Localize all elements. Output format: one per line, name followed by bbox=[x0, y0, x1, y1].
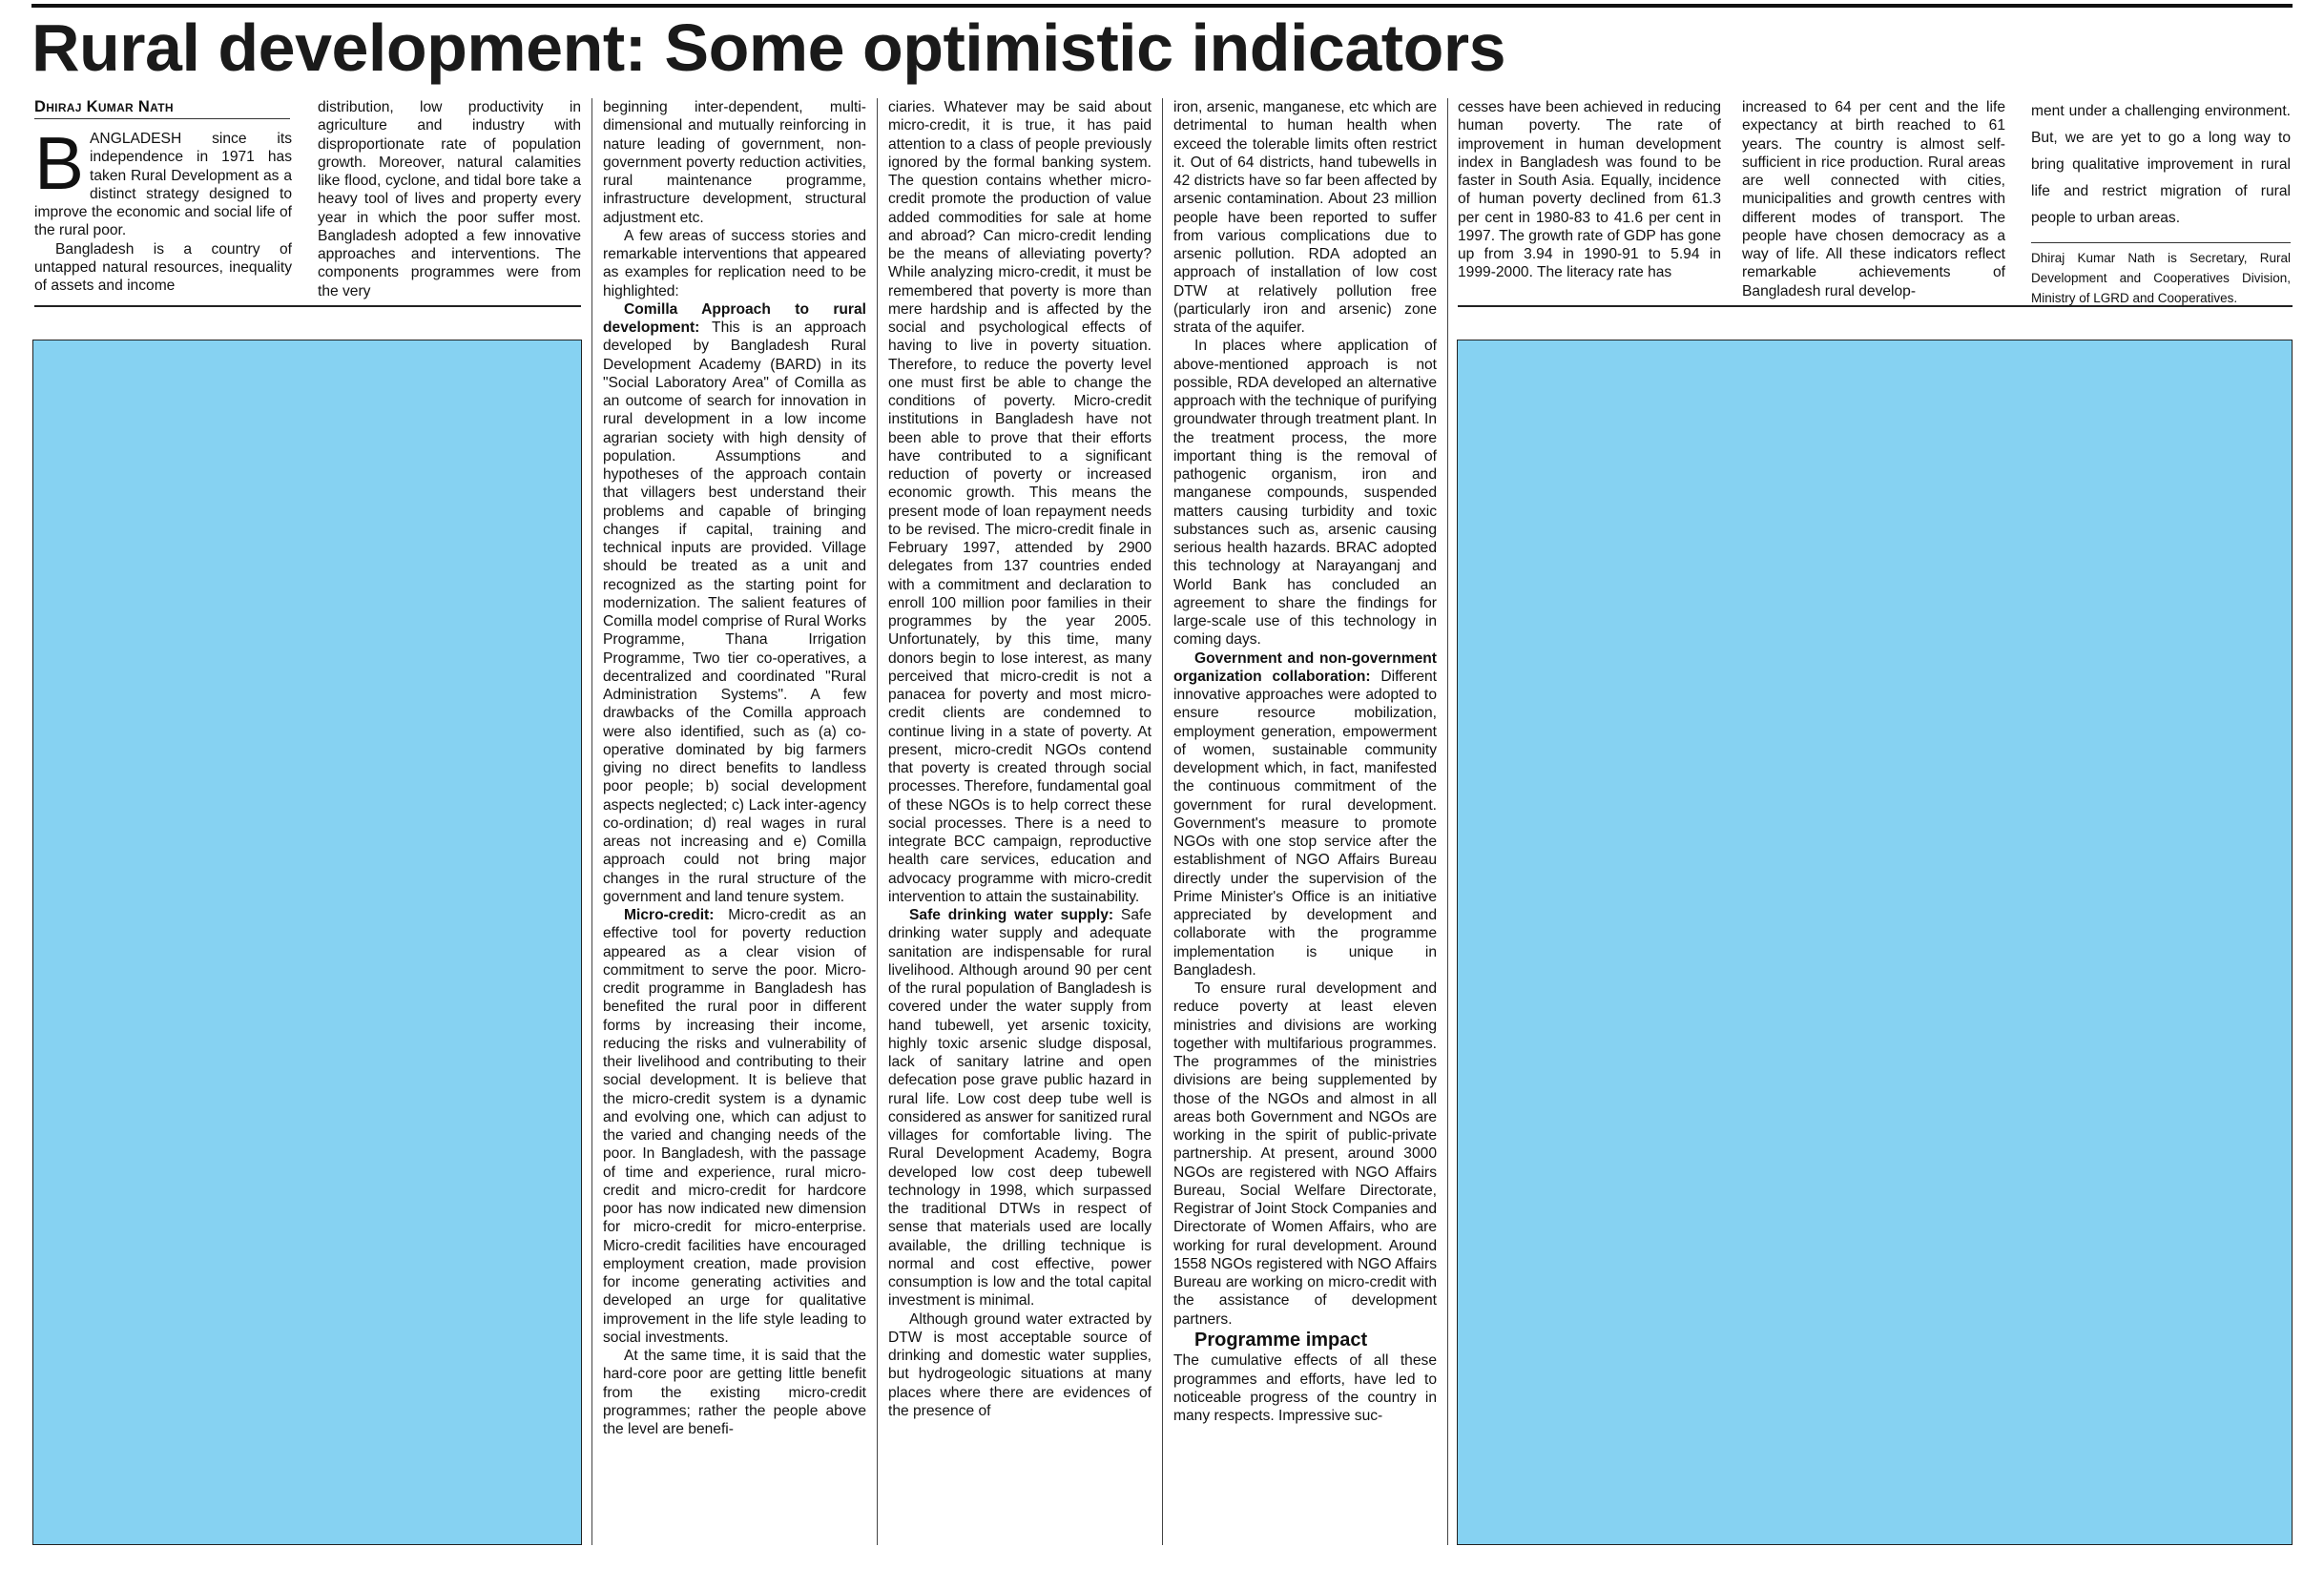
paragraph: cesses have been achieved in reducing human poverty. The rate of improvement in human development index in Bangladesh was found to be faster in South Asia. Equally, incidence of human poverty declined from 61.3 per cent in 1980-83 to 41.6 per cent in 1997. The growth rate of GDP has gone up from 3.94 in 1990-91 to 5.94 in 1999-2000. The literacy rate has bbox=[1458, 99, 1721, 281]
paragraph: increased to 64 per cent and the life expectancy at birth reached to 61 years. The country is almost self-sufficient in rice production. Rural areas are well connected with cities, municipalities and growth centres with different modes of transport. The people have chosen democracy as a way of life. All these indicators reflect remarkable achievements of Bangladesh rural develop- bbox=[1742, 99, 2005, 299]
column-rule bbox=[591, 98, 592, 1545]
paragraph: Government and non-government organization collaboration: Different innovative approaches were adopted to ensure resource mobilization, employment generation, empowerment of women, sustainable community development which, in fact, manifested the continuous commitment of the government for rural development. Government's measure to promote NGOs with one stop service after the establishment of NGO Affairs Bureau directly under the supervision of the Prime Minister's Office is an initiative appreciated by development and collaborate with the programme implementation is unique in Bangladesh. bbox=[1173, 650, 1438, 979]
column-7 bbox=[1742, 98, 2005, 300]
column-5 bbox=[1173, 98, 1437, 1425]
column-rule bbox=[1162, 98, 1163, 1545]
column-6 bbox=[1458, 98, 1721, 282]
subheading: Programme impact bbox=[1194, 1329, 1368, 1351]
column-rule bbox=[877, 98, 878, 1545]
top-rule bbox=[31, 4, 2293, 8]
paragraph: A few areas of success stories and remarkable interventions that appeared as examples for replication need to be highlighted: bbox=[603, 227, 866, 299]
section-heading: Micro-credit: bbox=[624, 907, 715, 923]
paragraph: The cumulative effects of all these programmes and efforts, have led to noticeable progress of the country in many respects. Impressive suc- bbox=[1173, 1352, 1437, 1425]
paragraph: iron, arsenic, manganese, etc which are detrimental to human health when exceed the tolerable limits often restrict it. Out of 64 districts, hand tubewells in 42 districts have so far been affected by arsenic contamination. About 23 million people have been reported to suffer from various complications due to arsenic pollution. RDA adopted an approach of installation of low cost DTW at relatively pollution free (particularly iron and arsenic) zone strata of the aquifer. bbox=[1173, 99, 1437, 336]
column-1 bbox=[34, 121, 292, 295]
photo-placeholder-right bbox=[1457, 340, 2293, 1545]
paragraph: Micro-credit: Micro-credit as an effective tool for poverty reduction appeared as a clear vision of commitment to serve the poor. Micro-credit programme in Bangladesh has benefited the rural poor in different forms by increasing their income, reducing the risks and vulnerability of their livelihood and contributing to their social development. It is believe that the micro-credit system is a dynamic and evolving one, which can adjust to the varied and changing needs of the poor. In Bangladesh, with the passage of time and experience, rural micro-credit and micro-credit for hardcore poor has now indicated new dimension for micro-credit for micro-enterprise. Micro-credit facilities have encouraged employment creation, made provision for income generating activities and developed an urge for qualitative improvement in the life style leading to social investments. bbox=[603, 907, 866, 1346]
column-2 bbox=[318, 98, 581, 300]
paragraph: beginning inter-dependent, multi-dimensional and mutually reinforcing in nature leading of government, non-government poverty reduction activities, rural maintenance programme, infrastructure development, structural adjustment etc. bbox=[603, 99, 866, 226]
divider bbox=[34, 305, 581, 307]
paragraph: To ensure rural development and reduce poverty at least eleven ministries and divisions are working together with multifarious programmes. The programmes of the ministries divisions are being supplemented by those of the NGOs and almost in all areas both Government and NGOs are working in the spirit of public-private partnership. At present, around 3000 NGOs are registered with NGO Affairs Bureau, Social Welfare Directorate, Registrar of Joint Stock Companies and Directorate of Women Affairs, who are working for rural development. Around 1558 NGOs registered with NGO Affairs Bureau are working on micro-credit with the assistance of development partners. bbox=[1173, 980, 1437, 1328]
section-heading: Safe drinking water supply: bbox=[909, 907, 1114, 923]
paragraph: distribution, low productivity in agriculture and industry with disproportionate rate of population growth. Moreover, natural calamities like flood, cyclone, and tidal bore take a heavy tool of lives and property every year in which the poor suffer most. Bangladesh adopted a few innovative approaches and interventions. The components programmes were from the very bbox=[318, 99, 581, 299]
paragraph: ment under a challenging environment. But, we are yet to go a long way to bring qualitative improvement in rural life and restrict migration of rural people to urban areas. bbox=[2031, 103, 2291, 227]
divider bbox=[1458, 305, 2293, 307]
section-heading: Comilla Approach to rural development: bbox=[603, 300, 866, 336]
column-4 bbox=[888, 98, 1152, 1420]
column-8 bbox=[2031, 98, 2291, 232]
paragraph: Although ground water extracted by DTW is most acceptable source of drinking and domestic water supplies, but hydrogeologic situations at many places where there are evidences of the presence of bbox=[888, 1310, 1152, 1419]
section-heading: Government and non-government organization collaboration: bbox=[1173, 650, 1437, 685]
headline: Rural development: Some optimistic indicators bbox=[31, 10, 1506, 85]
paragraph: Safe drinking water supply: Safe drinking water supply and adequate sanitation are indispensable for rural livelihood. Although around 90 per cent of the rural population of Bangladesh is covered under the water supply from hand tubewell, yet arsenic toxicity, highly toxic arsenic sludge disposal, lack of sanitary latrine and open defecation pose grave public hazard in rural life. Low cost deep tube well is considered as answer for sanitized rural villages for comfortable living. The Rural Development Academy, Bogra developed low cost deep tubewell technology in 1998, which surpassed the traditional DTWs in respect of sense that materials used are locally available, the drilling technique is normal and cost effective, power consumption is low and the total capital investment is minimal. bbox=[888, 907, 1152, 1310]
drop-cap: B bbox=[34, 121, 85, 205]
paragraph: At the same time, it is said that the hard-core poor are getting little benefit from the existing micro-credit programmes; rather the people above the level are benefi- bbox=[603, 1348, 866, 1437]
photo-placeholder-left bbox=[32, 340, 582, 1545]
paragraph: In places where application of above-mentioned approach is not possible, RDA developed an alternative approach with the technique of purifying groundwater through treatment plant. In the treatment process, the more important thing is the removal of pathogenic organism, iron and manganese compounds, suspended matters causing turbidity and toxic substances such as, arsenic causing serious health hazards. BRAC adopted this technology at Narayanganj and World Bank has concluded an agreement to share the findings for large-scale use of this technology in coming days. bbox=[1173, 338, 1437, 649]
paragraph: ciaries. Whatever may be said about micro-credit, it is true, it has paid attention to a class of people previously ignored by the formal banking system. The question contains whether micro-credit promote the production of value added commodities for sale at home and abroad? Can micro-credit lending be the means of alleviating poverty? While analyzing micro-credit, it must be remembered that poverty is more than mere hardship and is affected by the social and psychological effects of having to live in poverty situation. Therefore, to reduce the poverty level one must first be able to change the conditions of poverty. Micro-credit institutions in Bangladesh have not been able to prove that their efforts have contributed to a significant reduction of poverty or increased economic growth. This means the present mode of loan repayment needs to be revised. The micro-credit finale in February 1997, attended by 2900 delegates from 137 countries ended with a commitment and declaration to enroll 100 million poor families in their programmes by the year 2005. Unfortunately, by this time, many donors begin to lose interest, as many perceived that micro-credit is not a panacea for poverty and most micro-credit clients are condemned to continue living in a state of poverty. At present, micro-credit NGOs contend that poverty is created through social processes. Therefore, fundamental goal of these NGOs is to help correct these social processes. There is a need to integrate BCC campaign, reproductive health care services, education and advocacy programme with micro-credit intervention to attain the sustainability. bbox=[888, 99, 1152, 905]
column-rule bbox=[1447, 98, 1448, 1545]
paragraph: Bangladesh is a country of untapped natural resources, inequality of assets and income bbox=[34, 240, 292, 294]
byline: Dhiraj Kumar Nath bbox=[34, 98, 290, 119]
column-3 bbox=[603, 98, 866, 1438]
paragraph: Comilla Approach to rural development: This is an approach developed by Bangladesh Rural Development Academy (BARD) in its "Social Laboratory Area" of Comilla as an outcome of search for innovation in rural development in a low income agrarian society with high density of population. Assumptions and hypotheses of the approach contain that villagers best understand their problems and capable of bringing changes if capital, training and technical inputs are provided. Village should be treated as a unit and recognized as the starting point for modernization. The salient features of Comilla model comprise of Rural Works Programme, Thana Irrigation Programme, Two tier co-operatives, a decentralized and coordinated "Rural Administration Systems". A few drawbacks of the Comilla approach were also identified, such as (a) co-operative dominated by big farmers giving no direct benefits to landless poor people; b) social development aspects neglected; c) Lack inter-agency co-ordination; d) real wages in rural areas not increasing and e) Comilla approach could not bring major changes in the rural structure of the government and land tenure system. bbox=[603, 300, 866, 905]
lead-paragraph: BANGLADESH since its independence in 1971 has taken Rural Development as a distinct strategy designed to improve the economic and social life of the rural poor. bbox=[34, 121, 292, 239]
author-footnote: Dhiraj Kumar Nath is Secretary, Rural Development and Cooperatives Division, Ministry of LGRD and Cooperatives. bbox=[2031, 242, 2291, 309]
